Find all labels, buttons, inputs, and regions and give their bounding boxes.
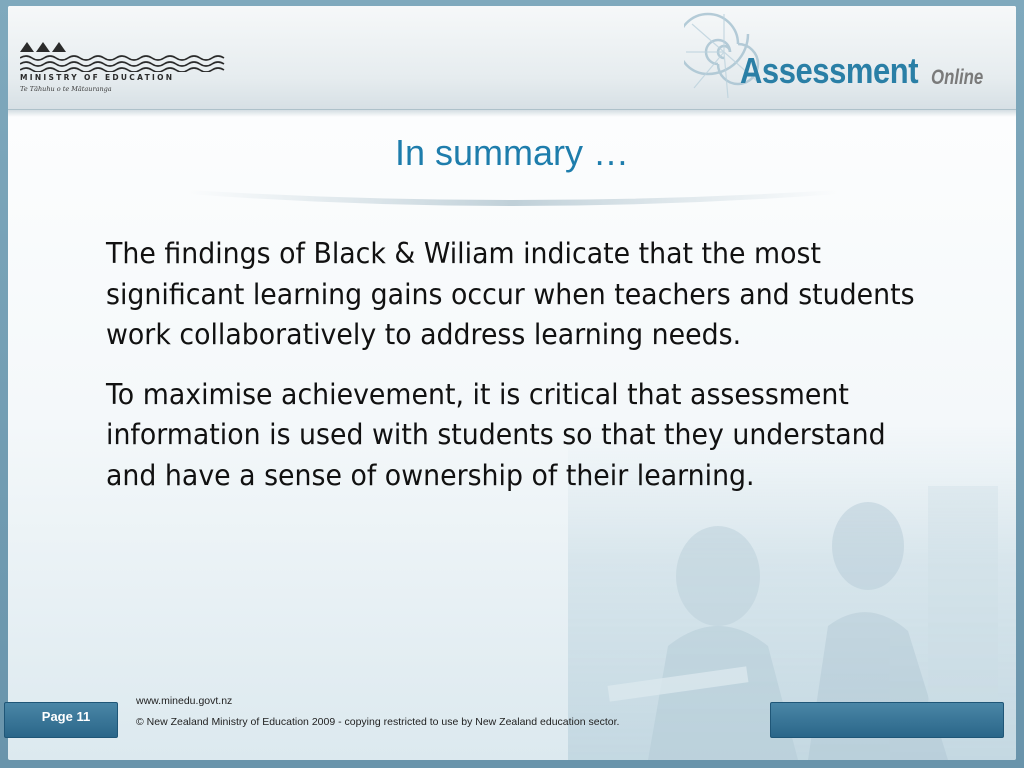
body-paragraph: To maximise achievement, it is critical that assessment information is used with students so that they understand and have a sense of ownership of their learning. xyxy=(106,377,886,492)
slide-title: In summary … xyxy=(394,132,630,173)
footer-url: www.minedu.govt.nz xyxy=(136,695,233,707)
ministry-of-education-logo xyxy=(20,40,230,100)
slide-header xyxy=(8,6,1016,110)
page-number: Page 11 xyxy=(41,709,91,724)
slide-body xyxy=(106,234,924,515)
online-wordmark: Online xyxy=(931,66,984,89)
slide xyxy=(8,6,1016,760)
body-paragraph: The findings of Black & Wiliam indicate that the most significant learning gains occur when teachers and students work collaboratively to address learning needs. xyxy=(106,237,915,351)
mountain-peaks-icon xyxy=(20,40,66,52)
footer-right-bar xyxy=(770,702,1004,738)
footer-copyright: © New Zealand Ministry of Education 2009 - copying restricted to use by New Zealand education sector. xyxy=(136,716,620,728)
assessment-online-logo xyxy=(684,12,1004,108)
waves-icon xyxy=(20,54,226,72)
title-underline-swoosh xyxy=(188,180,838,220)
assessment-wordmark: Assessment xyxy=(740,50,919,91)
ministry-maori-name: Te Tāhuhu o te Mātauranga xyxy=(20,85,112,93)
ministry-name: MINISTRY OF EDUCATION xyxy=(20,73,175,82)
